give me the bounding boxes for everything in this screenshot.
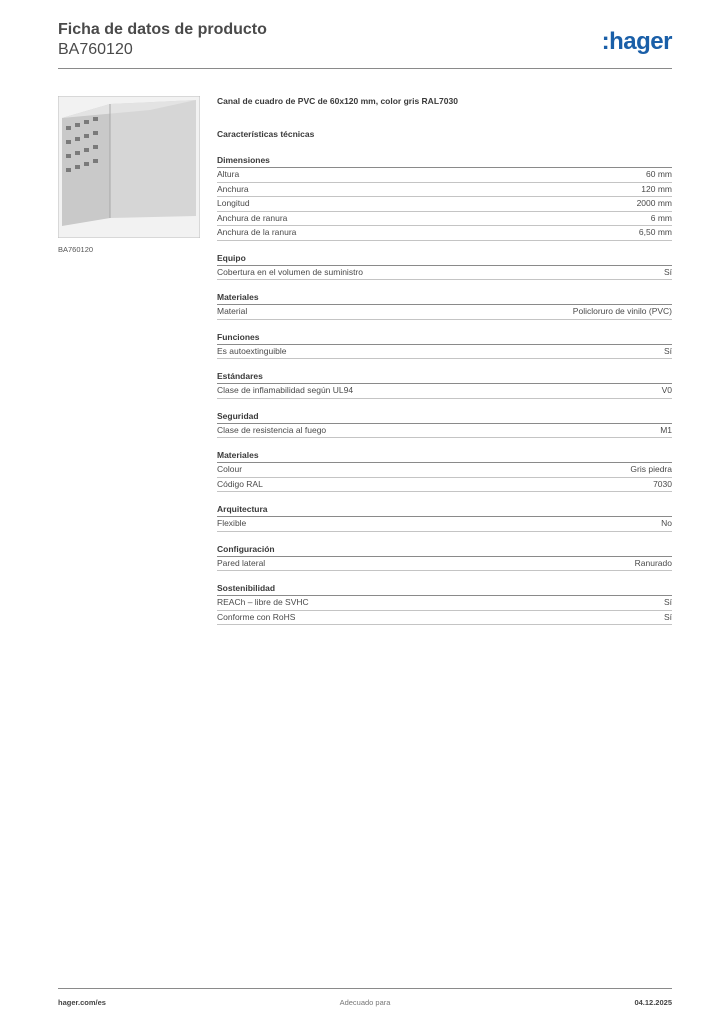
spec-value: 7030	[653, 478, 672, 489]
spec-value: Sí	[663, 597, 672, 607]
spec-row	[217, 183, 672, 198]
section-title: Equipo	[217, 252, 246, 263]
spec-row	[217, 557, 672, 572]
spec-row	[217, 611, 672, 626]
spec-label: Es autoextinguible	[217, 345, 287, 356]
section-title: Sostenibilidad	[217, 583, 276, 593]
spec-value: 120 mm	[641, 183, 672, 194]
product-code: BA760120	[58, 41, 133, 58]
footer-date: 04.12.2025	[634, 998, 672, 1007]
spec-row	[217, 424, 672, 439]
spec-value: Policloruro de vinilo (PVC)	[572, 306, 672, 316]
datasheet-content	[217, 96, 672, 625]
section-title: Arquitectura	[217, 504, 268, 514]
spec-value: Ranurado	[634, 557, 672, 568]
spec-row	[217, 517, 672, 532]
spec-label: Cobertura en el volumen de suministro	[217, 266, 363, 277]
image-caption: BA760120	[58, 245, 94, 254]
section-table	[217, 556, 672, 572]
section-table	[217, 595, 672, 625]
spec-sections	[217, 153, 672, 625]
section-title: Materiales	[217, 292, 259, 302]
section-table	[217, 423, 672, 439]
features-heading: Características técnicas	[217, 129, 315, 139]
spec-label: Pared lateral	[217, 557, 266, 568]
spec-value: M1	[660, 424, 672, 435]
section-title: Dimensiones	[217, 155, 270, 165]
page-footer	[58, 988, 672, 1009]
spec-value: 6 mm	[650, 212, 672, 223]
spec-value: V0	[661, 385, 672, 395]
section-table	[217, 167, 672, 241]
spec-value: Sí	[663, 611, 672, 622]
hager-logo: :hager	[601, 28, 672, 55]
header-divider	[58, 68, 672, 69]
footer-center-text: Adecuado para	[339, 998, 391, 1007]
spec-row	[217, 345, 672, 360]
spec-label: Material	[217, 306, 248, 316]
spec-label: Longitud	[217, 198, 250, 208]
spec-label: Colour	[217, 464, 243, 474]
spec-row	[217, 266, 672, 281]
spec-label: Altura	[217, 169, 240, 179]
spec-row	[217, 197, 672, 212]
spec-row	[217, 212, 672, 227]
product-image	[58, 96, 200, 238]
spec-value: Gris piedra	[630, 464, 672, 474]
spec-row	[217, 384, 672, 399]
spec-label: Flexible	[217, 518, 247, 528]
spec-row	[217, 596, 672, 611]
spec-value: 6,50 mm	[638, 227, 672, 237]
spec-label: Código RAL	[217, 478, 263, 489]
spec-label: Clase de inflamabilidad según UL94	[217, 385, 354, 395]
spec-value: Sí	[663, 345, 672, 356]
section-title: Seguridad	[217, 410, 259, 421]
spec-row	[217, 463, 672, 478]
section-table	[217, 383, 672, 399]
section-title: Configuración	[217, 543, 275, 554]
section-table	[217, 304, 672, 320]
product-description: Canal de cuadro de PVC de 60x120 mm, color gris RAL7030	[217, 96, 458, 106]
spec-label: Anchura	[217, 183, 249, 194]
spec-label: REACh – libre de SVHC	[217, 597, 309, 607]
spec-label: Clase de resistencia al fuego	[217, 424, 327, 435]
spec-row	[217, 168, 672, 183]
spec-label: Anchura de ranura	[217, 212, 288, 223]
spec-value: No	[661, 518, 672, 528]
spec-label: Anchura de la ranura	[217, 227, 297, 237]
document-title: Ficha de datos de producto	[58, 21, 267, 38]
spec-row	[217, 478, 672, 493]
section-table	[217, 462, 672, 492]
spec-value: 60 mm	[646, 169, 672, 179]
spec-row	[217, 226, 672, 241]
spec-value: Sí	[663, 266, 672, 277]
section-table	[217, 344, 672, 360]
document-header	[58, 20, 267, 60]
section-title: Funciones	[217, 331, 260, 342]
spec-value: 2000 mm	[636, 198, 672, 208]
footer-website: hager.com/es	[58, 998, 106, 1007]
section-table	[217, 265, 672, 281]
spec-label: Conforme con RoHS	[217, 611, 296, 622]
section-title: Materiales	[217, 450, 259, 460]
section-title: Estándares	[217, 371, 263, 381]
spec-row	[217, 305, 672, 320]
section-table	[217, 516, 672, 532]
